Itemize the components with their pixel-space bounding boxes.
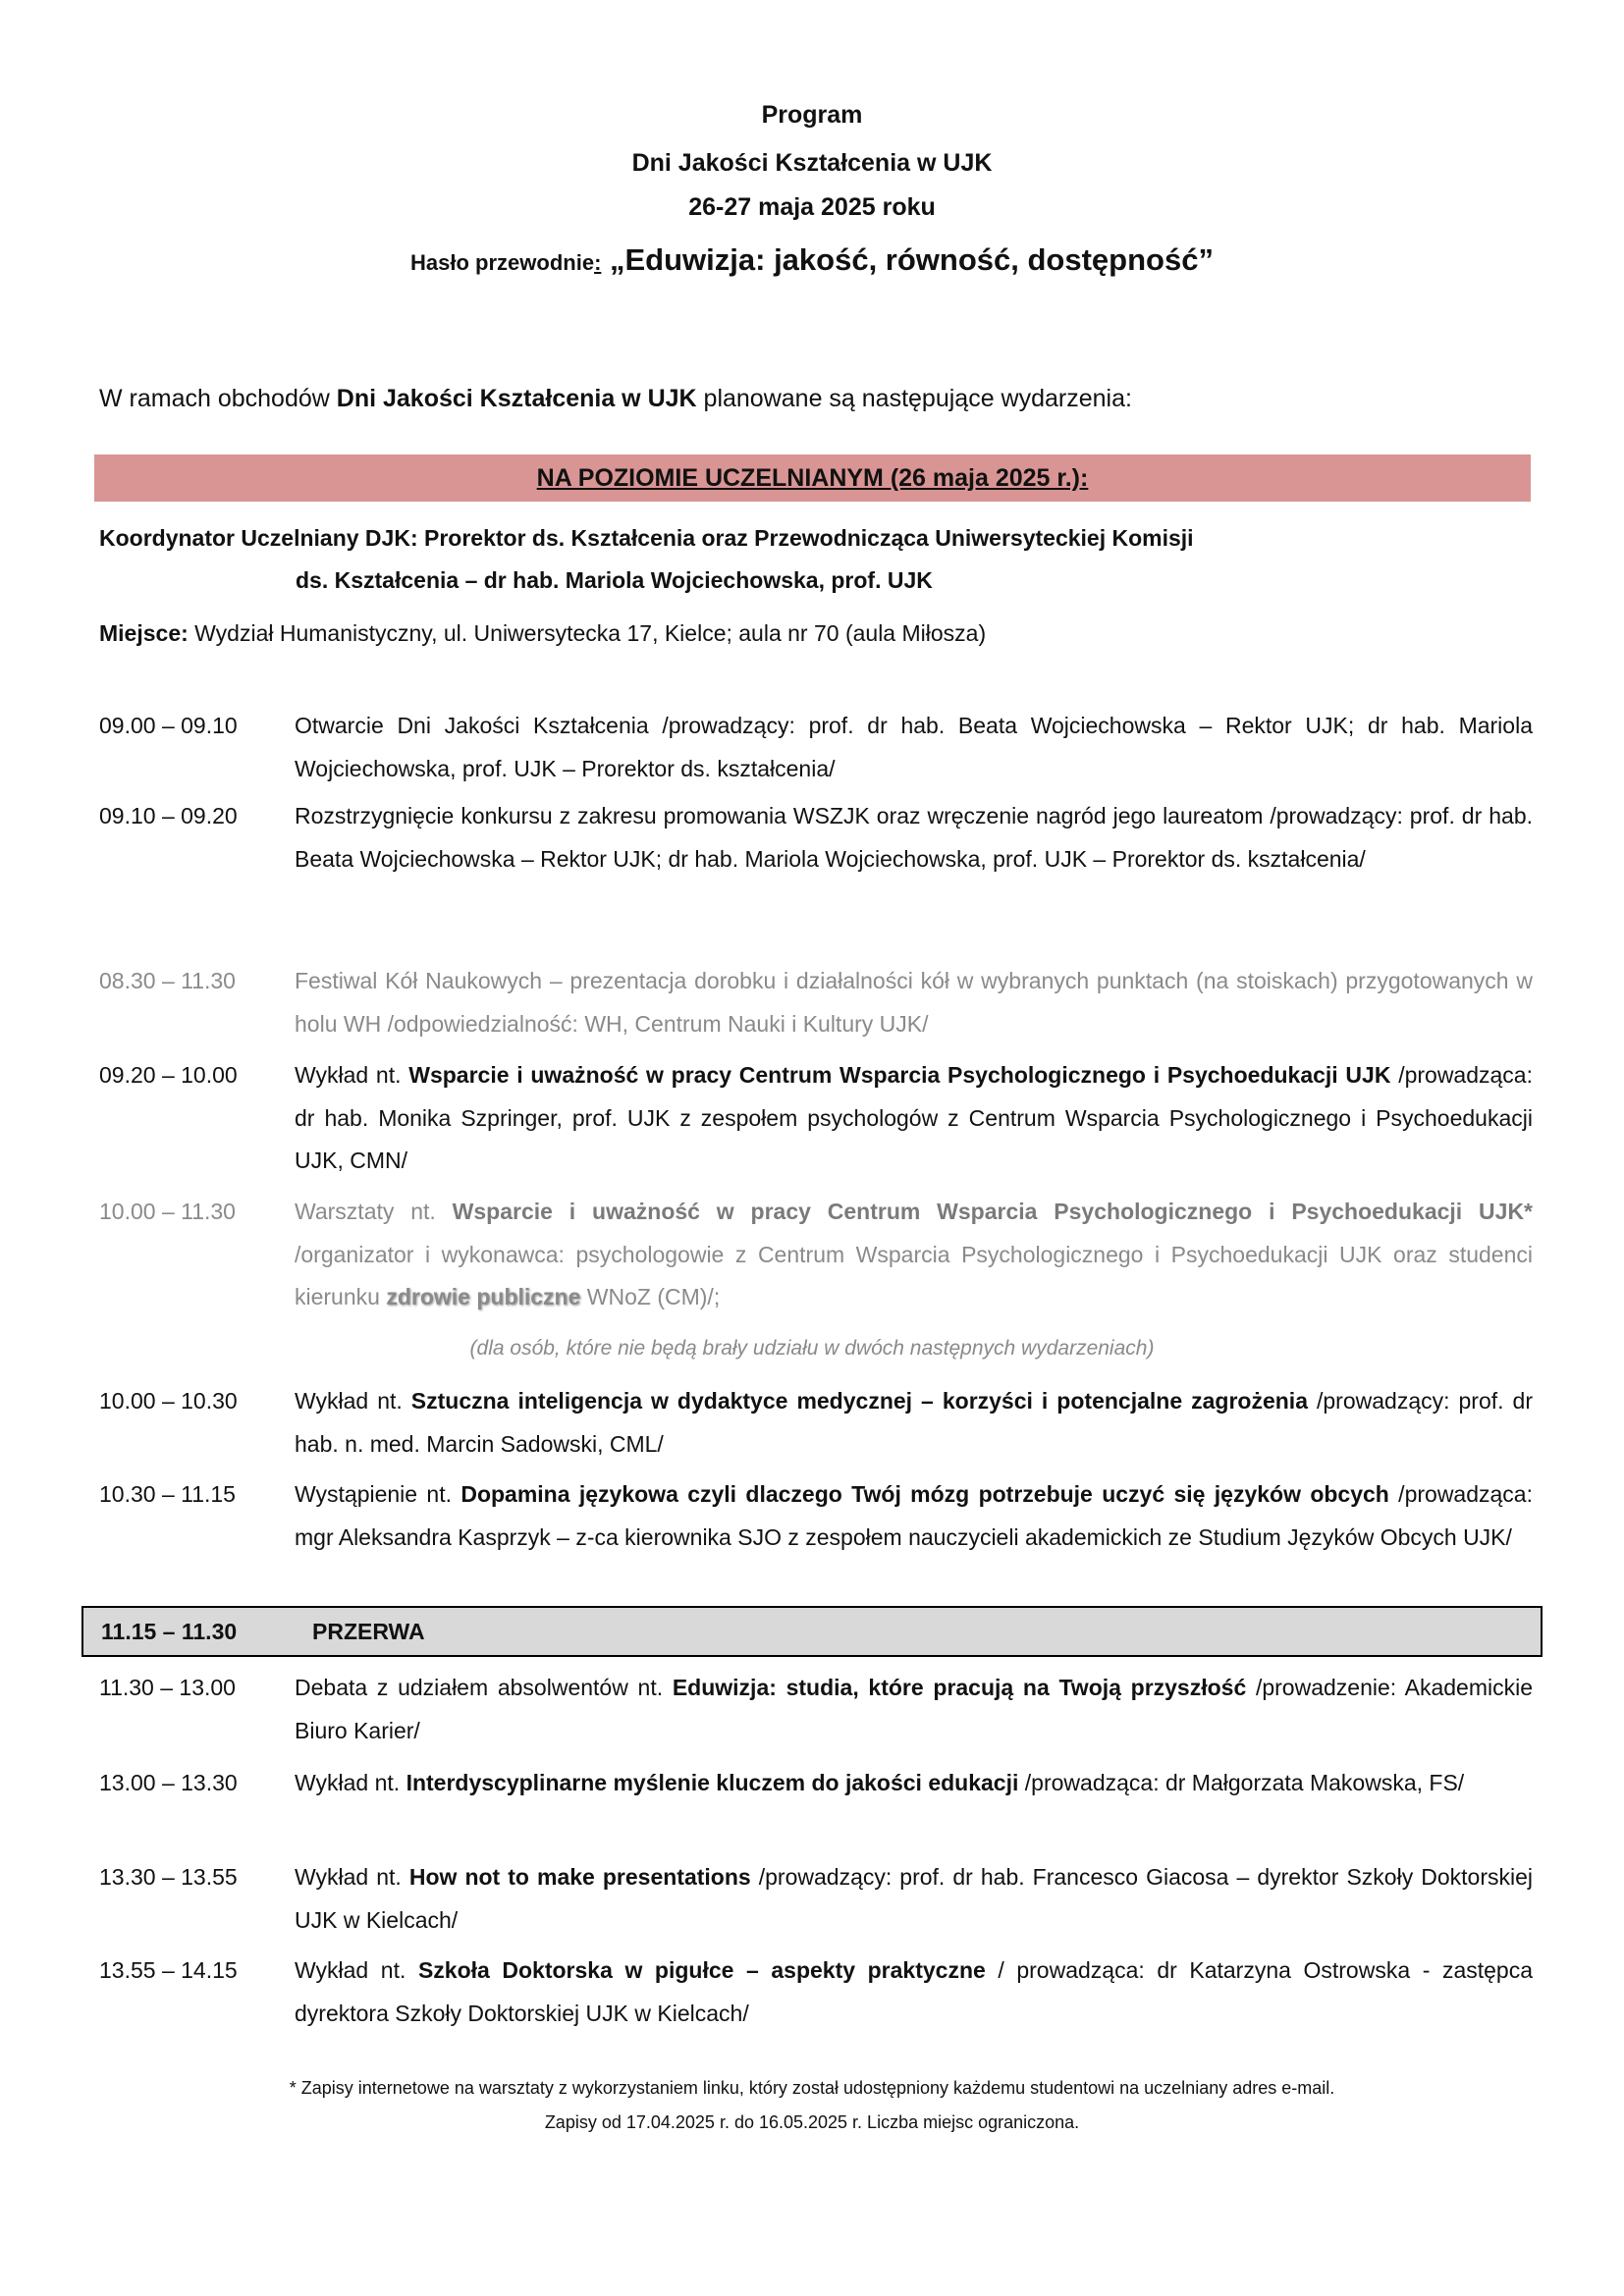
row-desc: Wykład nt. How not to make presentations /prowadzący: prof. dr hab. Francesco Giacosa – dyrektor Szkoły Doktorskiej UJK w Kielcach/	[295, 1864, 1534, 1933]
row-desc: Rozstrzygnięcie konkursu z zakresu promowania WSZJK oraz wręczenie nagród jego laureatom /prowadzący: prof. dr hab. Beata Wojciechowska – Rektor UJK; dr hab. Mariola Wojciechowska, prof. UJK – Prorektor ds. kształcenia/	[295, 803, 1533, 872]
intro-bold: Dni Jakości Kształcenia w UJK	[336, 385, 697, 412]
schedule-row	[99, 705, 1533, 790]
highlighted-term: zdrowie publiczne	[386, 1284, 581, 1309]
schedule-row	[99, 1191, 1533, 1319]
row-time: 09.10 – 09.20	[99, 803, 238, 828]
slogan-text: „Eduwizja: jakość, równość, dostępność”	[601, 242, 1214, 277]
row-time: 13.55 – 14.15	[99, 1957, 238, 1983]
row-desc: Wystąpienie nt. Dopamina językowa czyli dlaczego Twój mózg potrzebuje uczyć się języków obcych /prowadząca: mgr Aleksandra Kasprzyk – z-ca kierownika SJO z zespołem nauczycieli akademickich ze Studium Języków Obcych UJK/	[295, 1481, 1533, 1550]
place-value: Wydział Humanistyczny, ul. Uniwersytecka 17, Kielce; aula nr 70 (aula Miłosza)	[188, 620, 987, 646]
schedule-row	[99, 1473, 1533, 1559]
schedule-row	[99, 795, 1533, 881]
coordinator-line1: Koordynator Uczelniany DJK: Prorektor ds. Kształcenia oraz Przewodnicząca Uniwersyteckiej Komisji	[99, 525, 1194, 551]
row-time: 09.20 – 10.00	[99, 1062, 238, 1088]
schedule-row	[99, 960, 1533, 1045]
schedule-row	[99, 1054, 1533, 1183]
event-name: Dni Jakości Kształcenia w UJK	[631, 149, 993, 177]
place-label: Miejsce:	[99, 620, 189, 646]
row-desc: Festiwal Kół Naukowych – prezentacja dorobku i działalności kół w wybranych punktach (na stoiskach) przygotowanych w holu WH /odpowiedzialność: WH, Centrum Nauki i Kultury UJK/	[295, 968, 1533, 1037]
row-time: 09.00 – 09.10	[99, 713, 238, 738]
row-desc: Wykład nt. Szkoła Doktorska w pigułce – aspekty praktyczne / prowadząca: dr Katarzyna Ostrowska - zastępca dyrektora Szkoły Doktorskiej UJK w Kielcach/	[295, 1957, 1534, 2026]
row-desc: Warsztaty nt. Wsparcie i uważność w pracy Centrum Wsparcia Psychologicznego i Psychoedukacji UJK* /organizator i wykonawca: psychologowie z Centrum Wsparcia Psychologicznego i Psychoedukacji UJK oraz studenci kierunku zdrowie publiczne WNoZ (CM)/;	[295, 1199, 1534, 1309]
break-time: 11.15 – 11.30	[101, 1619, 238, 1644]
row-time: 13.00 – 13.30	[99, 1770, 238, 1795]
event-dates: 26-27 maja 2025 roku	[688, 193, 936, 221]
doc-title: Program	[761, 101, 863, 129]
slogan-label: Hasło przewodnie	[410, 250, 595, 275]
row-desc: Wykład nt. Sztuczna inteligencja w dydaktyce medycznej – korzyści i potencjalne zagrożenia /prowadzący: prof. dr hab. n. med. Marcin Sadowski, CML/	[295, 1388, 1533, 1457]
row-desc: Debata z udziałem absolwentów nt. Eduwizja: studia, które pracują na Twoją przyszłość /prowadzenie: Akademickie Biuro Karier/	[295, 1675, 1533, 1743]
slogan-colon: :	[594, 250, 602, 275]
row-time: 10.00 – 10.30	[99, 1388, 238, 1414]
row-time: 08.30 – 11.30	[99, 968, 236, 993]
section-title: NA POZIOMIE UCZELNIANYM (26 maja 2025 r.):	[536, 464, 1089, 492]
slogan-line	[0, 242, 1624, 278]
intro-after: planowane są następujące wydarzenia:	[696, 385, 1132, 412]
coordinator-line2: ds. Kształcenia – dr hab. Mariola Wojciechowska, prof. UJK	[296, 567, 933, 593]
schedule-row	[99, 1380, 1533, 1466]
break-label: PRZERWA	[312, 1619, 425, 1644]
footnote-line2: Zapisy od 17.04.2025 r. do 16.05.2025 r. Liczba miejsc ograniczona.	[544, 2112, 1080, 2132]
break-row	[81, 1606, 1543, 1657]
coordinator	[99, 517, 1194, 602]
row-time: 13.30 – 13.55	[99, 1864, 238, 1890]
schedule-row	[99, 1949, 1533, 2035]
section-banner	[94, 454, 1531, 502]
row-time: 10.30 – 11.15	[99, 1481, 236, 1507]
footnote-line1: * Zapisy internetowe na warsztaty z wykorzystaniem linku, który został udostępniony każdemu studentowi na uczelniany adres e-mail.	[289, 2078, 1335, 2098]
row-desc: Wykład nt. Interdyscyplinarne myślenie kluczem do jakości edukacji /prowadząca: dr Małgorzata Makowska, FS/	[295, 1770, 1465, 1795]
workshop-note: (dla osób, które nie będą brały udziału w dwóch następnych wydarzeniach)	[469, 1337, 1155, 1360]
schedule-row	[99, 1762, 1533, 1805]
intro-before: W ramach obchodów	[99, 385, 337, 412]
row-desc: Wykład nt. Wsparcie i uważność w pracy Centrum Wsparcia Psychologicznego i Psychoedukacji UJK /prowadząca: dr hab. Monika Szpringer, prof. UJK z zespołem psychologów z Centrum Wsparcia Psychologicznego i Psychoedukacji UJK, CMN/	[295, 1062, 1533, 1173]
row-time: 11.30 – 13.00	[99, 1675, 236, 1700]
schedule-row	[99, 1667, 1533, 1752]
row-time: 10.00 – 11.30	[99, 1199, 236, 1224]
intro-text	[99, 385, 1132, 413]
schedule-row	[99, 1856, 1533, 1942]
place	[99, 613, 986, 655]
row-desc: Otwarcie Dni Jakości Kształcenia /prowadzący: prof. dr hab. Beata Wojciechowska – Rektor UJK; dr hab. Mariola Wojciechowska, prof. UJK – Prorektor ds. kształcenia/	[295, 713, 1533, 781]
